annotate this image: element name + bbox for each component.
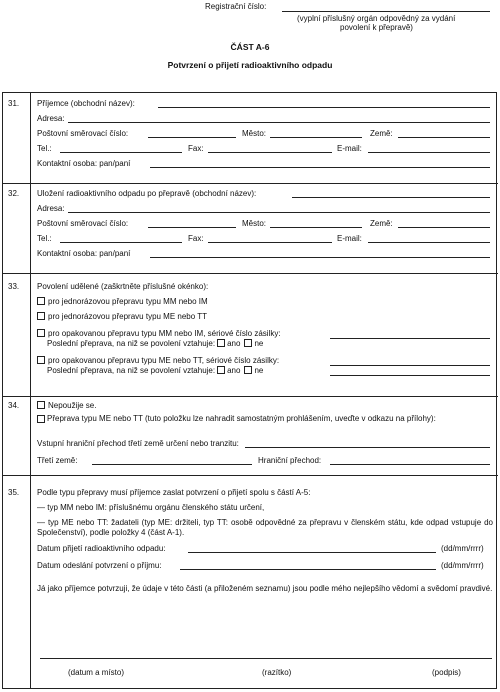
me-tt-rule: — typ ME nebo TT: žadateli (typ ME: držiteli, typ TT: osobě odpovědné za přepravu v členském státu, kde odpad vstupuje do Společenství), podle položky 4 (část A-1).: [37, 518, 493, 537]
recipient-email-label: E-mail:: [337, 144, 362, 153]
checkbox-opt4-no[interactable]: [244, 366, 252, 374]
registration-number-field[interactable]: [282, 11, 490, 12]
storage-contact-field[interactable]: [150, 257, 490, 258]
signature-line[interactable]: [40, 658, 492, 659]
sent-date-field[interactable]: [180, 569, 436, 570]
option-4-serial-field[interactable]: [330, 365, 490, 366]
border-crossing-field[interactable]: [330, 464, 490, 465]
recipient-postal-field[interactable]: [148, 137, 236, 138]
storage-fax-label: Fax:: [188, 234, 204, 243]
recipient-city-field[interactable]: [270, 137, 362, 138]
row-divider-31-32: [2, 183, 498, 184]
recipient-country-label: Země:: [370, 129, 393, 138]
me-tt-shipment-text: Přeprava typu ME nebo TT (tuto položku lze nahradit samostatným prohlášením, uveďte v odkazu na přílohy):: [47, 414, 436, 423]
option-4-label: pro opakovanou přepravu typu ME nebo TT, sériové číslo zásilky:: [48, 356, 280, 365]
checkbox-repeat-mm-im[interactable]: [37, 329, 45, 337]
entry-crossing-field[interactable]: [245, 447, 490, 448]
option-4-extra-field[interactable]: [330, 375, 490, 376]
checkbox-not-applicable[interactable]: [37, 401, 45, 409]
storage-email-field[interactable]: [368, 242, 490, 243]
recipient-contact-field[interactable]: [150, 167, 490, 168]
section-33-number: 33.: [8, 282, 20, 291]
stamp-caption: (razítko): [262, 668, 292, 677]
recipient-field[interactable]: [158, 107, 490, 108]
storage-tel-label: Tel.:: [37, 234, 52, 243]
recipient-address-field[interactable]: [68, 122, 490, 123]
row-divider-32-33: [2, 273, 498, 274]
no-label: ne: [254, 366, 264, 375]
signature-caption: (podpis): [432, 668, 461, 677]
page-title: Potvrzení o přijetí radioaktivního odpadu: [167, 60, 333, 70]
sent-date-format: (dd/mm/rrrr): [441, 561, 484, 570]
number-column-divider: [30, 92, 31, 689]
authorisation-option-2: [37, 312, 207, 321]
storage-fax-field[interactable]: [208, 242, 332, 243]
recipient-contact-label: Kontaktní osoba: pan/paní: [37, 159, 131, 168]
declaration-text: Já jako příjemce potvrzuji, že údaje v této části (a přiloženém seznamu) jsou podle mého nejlepšího vědomí a svědomí pravdivé.: [37, 584, 493, 593]
checkbox-me-tt-shipment[interactable]: [37, 415, 45, 423]
checkbox-opt3-yes[interactable]: [217, 339, 225, 347]
section-34-number: 34.: [8, 401, 20, 410]
section-35-number: 35.: [8, 488, 20, 497]
yes-label: ano: [227, 366, 241, 375]
checkbox-single-me-tt[interactable]: [37, 312, 45, 320]
option-1-label: pro jednorázovou přepravu typu MM nebo IM: [48, 297, 208, 306]
registration-note-1: (vyplní příslušný orgán odpovědný za vydání: [297, 14, 456, 23]
row-divider-34-35: [2, 475, 498, 476]
checkbox-single-mm-im[interactable]: [37, 297, 45, 305]
receipt-date-format: (dd/mm/rrrr): [441, 544, 484, 553]
recipient-address-label: Adresa:: [37, 114, 65, 123]
storage-country-field[interactable]: [398, 227, 490, 228]
recipient-city-label: Město:: [242, 129, 267, 138]
storage-email-label: E-mail:: [337, 234, 362, 243]
registration-label: Registrační číslo:: [205, 2, 267, 11]
authorisation-option-1: [37, 297, 208, 306]
option-2-label: pro jednorázovou přepravu typu ME nebo TT: [48, 312, 208, 321]
option-3-last-shipment: [47, 339, 263, 348]
authorisation-intro: Povolení udělené (zaškrtněte příslušné okénko):: [37, 282, 209, 291]
recipient-fax-field[interactable]: [208, 152, 332, 153]
storage-field[interactable]: [292, 197, 490, 198]
yes-label: ano: [227, 339, 241, 348]
part-heading: ČÁST A-6: [230, 42, 270, 52]
authorisation-option-3: [37, 329, 281, 338]
recipient-postal-label: Poštovní směrovací číslo:: [37, 129, 129, 138]
storage-postal-label: Poštovní směrovací číslo:: [37, 219, 129, 228]
entry-crossing-label: Vstupní hraniční přechod třetí země určení nebo tranzitu:: [37, 439, 239, 448]
third-country-field[interactable]: [92, 464, 252, 465]
storage-tel-field[interactable]: [60, 242, 182, 243]
storage-contact-label: Kontaktní osoba: pan/paní: [37, 249, 131, 258]
row-divider-33-34: [2, 396, 498, 397]
authorisation-option-4: [37, 356, 279, 365]
not-applicable-label: Nepoužije se.: [48, 401, 97, 410]
acknowledgement-intro: Podle typu přepravy musí příjemce zaslat potvrzení o přijetí spolu s částí A-5:: [37, 488, 311, 497]
checkbox-opt3-no[interactable]: [244, 339, 252, 347]
mm-im-rule: — typ MM nebo IM: příslušnému orgánu členského státu určení,: [37, 503, 265, 512]
option-3-last-label: Poslední přeprava, na niž se povolení vztahuje:: [47, 339, 216, 348]
form-table: [2, 92, 497, 689]
section-31-number: 31.: [8, 99, 20, 108]
storage-country-label: Země:: [370, 219, 393, 228]
recipient-tel-field[interactable]: [60, 152, 182, 153]
option-4-last-label: Poslední přeprava, na niž se povolení vztahuje:: [47, 366, 216, 375]
receipt-date-label: Datum přijetí radioaktivního odpadu:: [37, 544, 166, 553]
recipient-email-field[interactable]: [368, 152, 490, 153]
registration-note-2: povolení k přepravě): [340, 23, 413, 32]
storage-address-field[interactable]: [68, 212, 490, 213]
option-3-serial-field[interactable]: [330, 338, 490, 339]
storage-label: Uložení radioaktivního odpadu po přepravě (obchodní název):: [37, 189, 257, 198]
no-label: ne: [254, 339, 264, 348]
receipt-date-field[interactable]: [188, 552, 436, 553]
recipient-country-field[interactable]: [398, 137, 490, 138]
storage-address-label: Adresa:: [37, 204, 65, 213]
date-place-caption: (datum a místo): [68, 668, 125, 677]
option-4-last-shipment: [47, 366, 263, 375]
storage-postal-field[interactable]: [148, 227, 236, 228]
option-3-label: pro opakovanou přepravu typu MM nebo IM, sériové číslo zásilky:: [48, 329, 281, 338]
storage-city-field[interactable]: [270, 227, 362, 228]
storage-city-label: Město:: [242, 219, 267, 228]
not-applicable-option: [37, 401, 96, 410]
third-country-label: Třetí země:: [37, 456, 78, 465]
sent-date-label: Datum odeslání potvrzení o příjmu:: [37, 561, 162, 570]
recipient-fax-label: Fax:: [188, 144, 204, 153]
checkbox-opt4-yes[interactable]: [217, 366, 225, 374]
recipient-tel-label: Tel.:: [37, 144, 52, 153]
recipient-label: Příjemce (obchodní název):: [37, 99, 135, 108]
checkbox-repeat-me-tt[interactable]: [37, 356, 45, 364]
border-crossing-label: Hraniční přechod:: [258, 456, 322, 465]
section-32-number: 32.: [8, 189, 20, 198]
